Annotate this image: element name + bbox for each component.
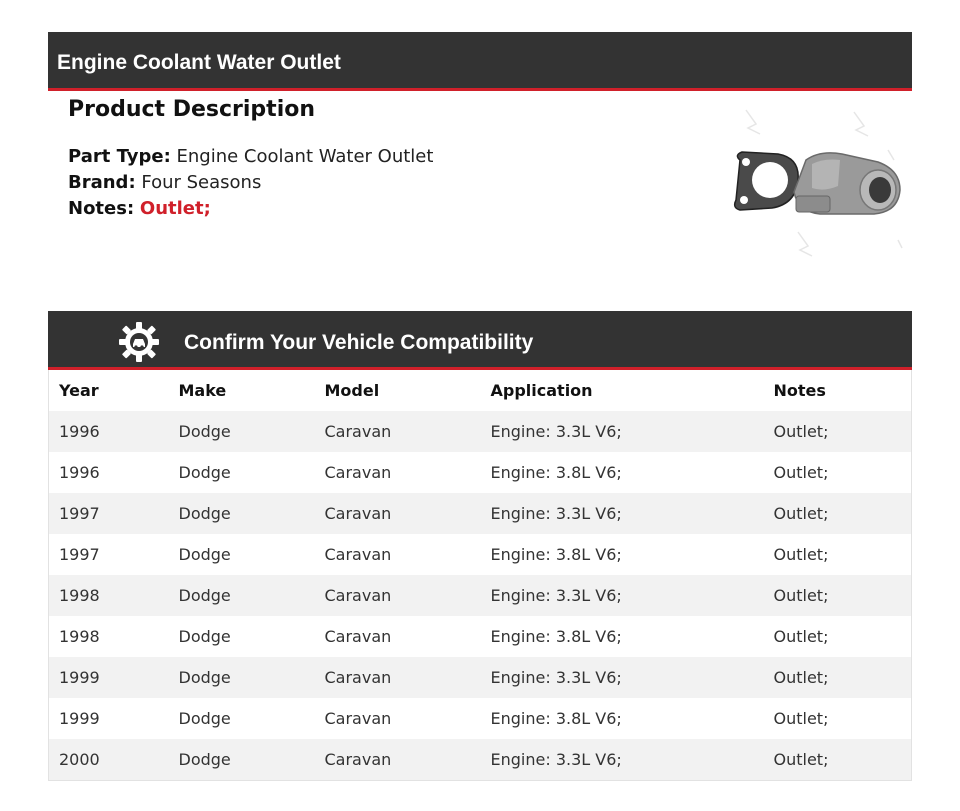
- cell-notes: Outlet;: [773, 504, 829, 523]
- gear-car-icon: [118, 321, 160, 363]
- compatibility-title: Confirm Your Vehicle Compatibility: [184, 331, 534, 354]
- column-header-application: Application: [490, 381, 593, 400]
- cell-make: Dodge: [178, 545, 231, 564]
- cell-model: Caravan: [324, 709, 392, 728]
- table-row: [49, 616, 912, 657]
- product-title: Engine Coolant Water Outlet: [57, 51, 341, 74]
- cell-make: Dodge: [178, 504, 231, 523]
- product-title-bar: [48, 32, 912, 91]
- cell-notes: Outlet;: [773, 545, 829, 564]
- cell-year: 1999: [59, 709, 100, 728]
- cell-model: Caravan: [324, 627, 392, 646]
- product-description: [68, 97, 688, 222]
- cell-model: Caravan: [324, 668, 392, 687]
- cell-application: Engine: 3.3L V6;: [490, 586, 622, 605]
- column-header-notes: Notes: [773, 381, 826, 400]
- notes-value: Outlet;: [139, 198, 211, 219]
- description-heading: Product Description: [68, 97, 316, 122]
- table-row: [49, 698, 912, 739]
- cell-application: Engine: 3.8L V6;: [490, 709, 622, 728]
- cell-year: 1997: [59, 545, 100, 564]
- cell-application: Engine: 3.3L V6;: [490, 668, 622, 687]
- table-row: [49, 411, 912, 452]
- table-row: [49, 657, 912, 698]
- cell-notes: Outlet;: [773, 422, 829, 441]
- column-header-make: Make: [178, 381, 227, 400]
- cell-notes: Outlet;: [773, 627, 829, 646]
- product-image: [728, 100, 912, 260]
- column-header-model: Model: [324, 381, 380, 400]
- brand-label: Brand:: [68, 172, 136, 193]
- outlet-housing-shape: [794, 153, 900, 214]
- cell-year: 1996: [59, 422, 100, 441]
- cell-application: Engine: 3.3L V6;: [490, 504, 622, 523]
- table-row: [49, 493, 912, 534]
- cell-model: Caravan: [324, 586, 392, 605]
- compatibility-bar: [48, 311, 912, 370]
- cell-make: Dodge: [178, 463, 231, 482]
- notes-label: Notes:: [68, 198, 135, 219]
- cell-year: 1997: [59, 504, 100, 523]
- gasket-shape: [735, 152, 799, 210]
- cell-make: Dodge: [178, 749, 231, 769]
- cell-model: Caravan: [324, 545, 392, 564]
- cell-application: Engine: 3.3L V6;: [490, 422, 622, 441]
- cell-make: Dodge: [178, 668, 231, 687]
- cell-application: Engine: 3.8L V6;: [490, 627, 622, 646]
- brand-value: Four Seasons: [141, 172, 262, 193]
- cell-notes: Outlet;: [773, 668, 829, 687]
- table-header-row: [49, 370, 912, 411]
- brand-line: [68, 170, 688, 196]
- cell-model: Caravan: [324, 422, 392, 441]
- column-header-year: Year: [59, 381, 99, 400]
- cell-year: 1996: [59, 463, 100, 482]
- table-row: [49, 575, 912, 616]
- cell-year: 1998: [59, 586, 100, 605]
- cell-make: Dodge: [178, 627, 231, 646]
- part-type-line: [68, 144, 688, 170]
- compatibility-table: [48, 370, 912, 781]
- cell-make: Dodge: [178, 422, 231, 441]
- cell-model: Caravan: [324, 463, 392, 482]
- cell-application: Engine: 3.8L V6;: [490, 545, 622, 564]
- cell-year: 2000: [59, 749, 100, 769]
- notes-line: [68, 196, 688, 222]
- table-row: [49, 739, 912, 780]
- cell-notes: Outlet;: [773, 749, 829, 769]
- table-row: [49, 452, 912, 493]
- cell-notes: Outlet;: [773, 709, 829, 728]
- cell-year: 1998: [59, 627, 100, 646]
- cell-model: Caravan: [324, 504, 392, 523]
- cell-notes: Outlet;: [773, 463, 829, 482]
- cell-make: Dodge: [178, 709, 231, 728]
- cell-make: Dodge: [178, 586, 231, 605]
- cell-notes: Outlet;: [773, 586, 829, 605]
- cell-year: 1999: [59, 668, 100, 687]
- part-type-value: Engine Coolant Water Outlet: [176, 146, 434, 167]
- cell-application: Engine: 3.8L V6;: [490, 463, 622, 482]
- cell-model: Caravan: [324, 749, 392, 769]
- table-row: [49, 534, 912, 575]
- part-type-label: Part Type:: [68, 146, 171, 167]
- cell-application: Engine: 3.3L V6;: [490, 749, 622, 769]
